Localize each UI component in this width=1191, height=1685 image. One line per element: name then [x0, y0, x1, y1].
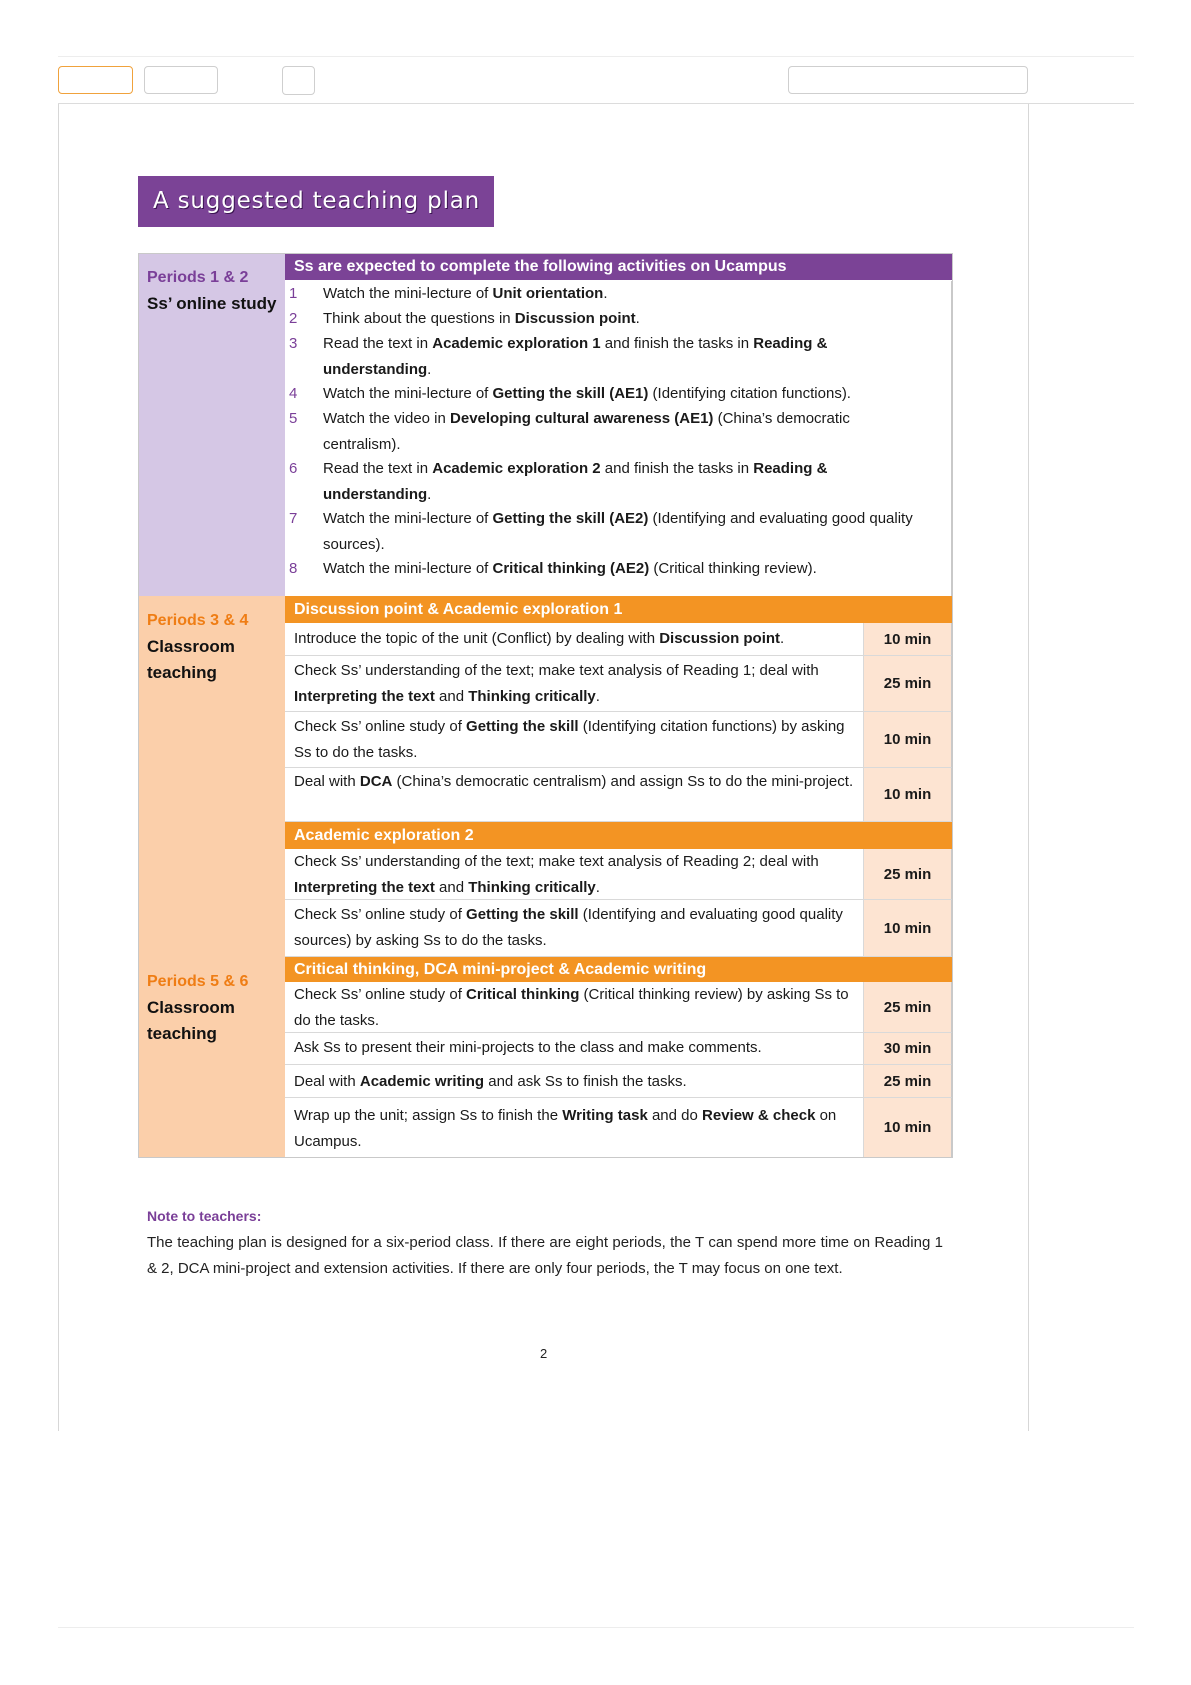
viewer-bottom-divider [58, 1627, 1134, 1628]
text: (China’s democratic centralism) and assign Ss to do the mini-project. [392, 773, 854, 790]
text: Deal with [294, 773, 360, 790]
table-row [285, 768, 952, 822]
item-number: 5 [289, 410, 298, 427]
online-activity-list [285, 281, 952, 596]
table-row [285, 656, 952, 712]
activity-duration: 10 min [863, 1098, 951, 1157]
page-number: 2 [540, 1346, 548, 1361]
text: . [603, 285, 608, 302]
table-row [285, 623, 952, 656]
table-row [285, 1065, 952, 1098]
activity-description [294, 626, 864, 652]
item-text [323, 406, 913, 458]
period-subtitle: Ss’ online study [147, 294, 277, 313]
bold-text: Unit orientation [492, 285, 604, 302]
text: on Ucampus. [294, 1107, 837, 1150]
bold-text: Academic writing [359, 1073, 485, 1090]
bold-text: Reading & understanding [323, 460, 828, 503]
block-header: Critical thinking, DCA mini-project & Academic writing [285, 957, 952, 982]
text: (Identifying citation functions) by asking Ss to do the tasks. [294, 718, 845, 761]
activity-duration: 30 min [863, 1033, 951, 1064]
activity-description [294, 982, 864, 1034]
page-title: A suggested teaching plan [138, 176, 494, 227]
activity-duration: 10 min [863, 623, 951, 655]
activity-duration: 25 min [863, 1065, 951, 1097]
block-header: Discussion point & Academic exploration 1 [285, 596, 952, 623]
activity-description [294, 714, 864, 766]
item-text [323, 556, 913, 582]
text: and do [647, 1107, 703, 1124]
period-subtitle: Classroom teaching [147, 998, 235, 1043]
text: Watch the mini-lecture of [323, 285, 493, 302]
table-row [285, 1098, 952, 1158]
period-subtitle: Classroom teaching [147, 637, 235, 682]
table-row [285, 849, 952, 900]
item-text [323, 281, 913, 307]
bold-text: Thinking critically [468, 688, 596, 705]
bold-text: Interpreting the text [294, 688, 435, 705]
activity-description [294, 849, 864, 901]
bold-text: Discussion point [659, 630, 781, 647]
bold-text: Review & check [702, 1107, 816, 1124]
text: Read the text in [323, 460, 433, 477]
bold-text: Interpreting the text [294, 879, 435, 896]
text: Check Ss’ online study of [294, 718, 467, 735]
text: Deal with [294, 1073, 360, 1090]
text: Check Ss’ understanding of the text; make text analysis of Reading 2; deal with [294, 853, 819, 870]
bold-text: Thinking critically [468, 879, 596, 896]
activity-description [294, 1069, 864, 1095]
item-number: 6 [289, 460, 298, 477]
text: and finish the tasks in [600, 460, 754, 477]
item-number: 7 [289, 510, 298, 527]
activity-duration: 25 min [863, 656, 951, 711]
text: (Identifying and evaluating good quality sources). [323, 510, 913, 553]
bold-text: Writing task [562, 1107, 648, 1124]
text: Watch the mini-lecture of [323, 510, 493, 527]
section-header-online: Ss are expected to complete the following activities on Ucampus [285, 253, 952, 280]
text: Watch the video in [323, 410, 451, 427]
activity-duration: 10 min [863, 768, 951, 821]
activity-description [294, 1103, 864, 1155]
item-number: 2 [289, 310, 298, 327]
item-text [323, 456, 913, 508]
table-row [285, 900, 952, 957]
activity-description [294, 902, 864, 954]
period-label: Periods 1 & 2 [147, 269, 249, 286]
text: (Critical thinking review) by asking Ss to do the tasks. [294, 986, 849, 1029]
viewer-top-divider [58, 56, 1134, 57]
activity-duration: 25 min [863, 849, 951, 899]
block-header: Academic exploration 2 [285, 822, 952, 849]
item-text [323, 506, 913, 558]
bold-text: Getting the skill (AE2) [492, 510, 649, 527]
bold-text: Getting the skill (AE1) [492, 385, 649, 402]
bold-text: Critical thinking [466, 986, 580, 1003]
text: Think about the questions in [323, 310, 515, 327]
text: and ask Ss to finish the tasks. [484, 1073, 687, 1090]
text: Watch the mini-lecture of [323, 385, 493, 402]
text: (Critical thinking review). [649, 560, 817, 577]
toolbar-search-input[interactable] [788, 66, 1028, 94]
period-cell-1 [138, 253, 285, 596]
note-title: Note to teachers: [147, 1208, 262, 1224]
bold-text: Discussion point [514, 310, 636, 327]
period-cell-3 [138, 957, 285, 1158]
activity-duration: 25 min [863, 982, 951, 1032]
text: and finish the tasks in [600, 335, 754, 352]
text: Wrap up the unit; assign Ss to finish the [294, 1107, 563, 1124]
item-number: 1 [289, 285, 298, 302]
text: . [635, 310, 640, 327]
bold-text: Developing cultural awareness (AE1) [450, 410, 714, 427]
bold-text: DCA [359, 773, 393, 790]
table-row [285, 1033, 952, 1065]
text: Check Ss’ online study of [294, 986, 467, 1003]
toolbar-button[interactable] [144, 66, 218, 94]
text: . [780, 630, 785, 647]
text: Check Ss’ online study of [294, 906, 467, 923]
text: Read the text in [323, 335, 433, 352]
activity-duration: 10 min [863, 712, 951, 767]
activity-description [294, 769, 864, 795]
period-label: Periods 5 & 6 [147, 973, 249, 990]
toolbar-button-active[interactable] [58, 66, 133, 94]
bold-text: Getting the skill [466, 906, 579, 923]
bold-text: Academic exploration 1 [432, 335, 601, 352]
table-row [285, 982, 952, 1033]
item-number: 3 [289, 335, 298, 352]
text: . [595, 879, 600, 896]
text: Ask Ss to present their mini-projects to the class and make comments. [294, 1039, 762, 1056]
text: and [434, 688, 469, 705]
text: . [595, 688, 600, 705]
bold-text: Academic exploration 2 [432, 460, 601, 477]
activity-description [294, 658, 864, 710]
text: Watch the mini-lecture of [323, 560, 493, 577]
item-text [323, 306, 913, 332]
text: . [427, 361, 432, 378]
period-label: Periods 3 & 4 [147, 612, 249, 629]
text: Introduce the topic of the unit (Conflict) by dealing with [294, 630, 660, 647]
text: Check Ss’ understanding of the text; make text analysis of Reading 1; deal with [294, 662, 819, 679]
period-cell-2 [138, 596, 285, 957]
activity-description [294, 1035, 864, 1061]
text: (Identifying citation functions). [648, 385, 851, 402]
text: (China’s democratic centralism). [323, 410, 850, 453]
text: (Identifying and evaluating good quality sources) by asking Ss to do the tasks. [294, 906, 843, 949]
bold-text: Getting the skill [466, 718, 579, 735]
item-text [323, 331, 913, 383]
bold-text: Reading & understanding [323, 335, 828, 378]
item-number: 4 [289, 385, 298, 402]
table-row [285, 712, 952, 768]
note-body: The teaching plan is designed for a six-period class. If there are eight periods, the T can spend more time on Reading 1 & 2, DCA mini-project and extension activities. If there are only four periods, the T may focus on one text. [147, 1234, 943, 1277]
item-text [323, 381, 913, 407]
toolbar-small-button[interactable] [282, 66, 315, 95]
item-number: 8 [289, 560, 298, 577]
text: and [434, 879, 469, 896]
text: . [427, 486, 432, 503]
activity-duration: 10 min [863, 900, 951, 956]
bold-text: Critical thinking (AE2) [492, 560, 650, 577]
